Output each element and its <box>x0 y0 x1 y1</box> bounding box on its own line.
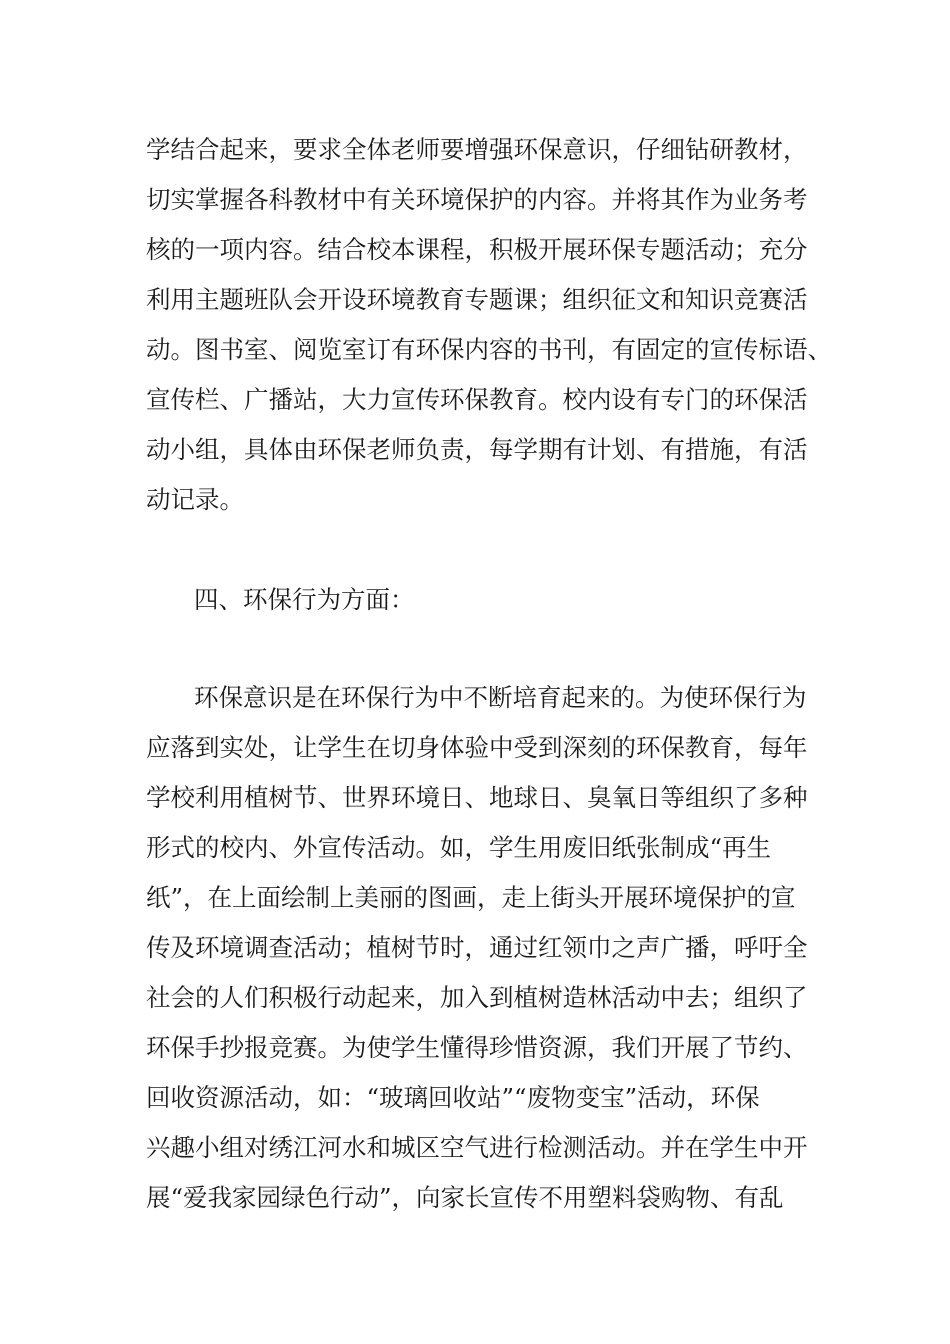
paragraph-2-line-1: 环保意识是在环保行为中不断培育起来的。为使环保行为 <box>194 683 807 712</box>
paragraph-2-line-9: 回收资源活动，如：“玻璃回收站”“废物变宝”活动，环保 <box>146 1083 760 1112</box>
paragraph-1-line-7: 动小组，具体由环保老师负责，每学期有计划、有措施，有活 <box>146 435 808 464</box>
paragraph-1-line-8: 动记录。 <box>146 485 244 514</box>
paragraph-2-line-5: 纸”，在上面绘制上美丽的图画，走上街头开展环境保护的宣 <box>146 883 796 912</box>
paragraph-2-line-8: 环保手抄报竞赛。为使学生懂得珍惜资源，我们开展了节约、 <box>146 1033 808 1062</box>
paragraph-2-line-10: 兴趣小组对绣江河水和城区空气进行检测活动。并在学生中开 <box>146 1133 808 1162</box>
paragraph-2-line-3: 学校利用植树节、世界环境日、地球日、臭氧日等组织了多种 <box>146 783 808 812</box>
paragraph-1-line-6: 宣传栏、广播站，大力宣传环保教育。校内设有专门的环保活 <box>146 385 808 414</box>
paragraph-1-line-4: 利用主题班队会开设环境教育专题课；组织征文和知识竞赛活 <box>146 285 808 314</box>
paragraph-1-line-2: 切实掌握各科教材中有关环境保护的内容。并将其作为业务考 <box>146 185 808 214</box>
paragraph-2-line-6: 传及环境调查活动；植树节时，通过红领巾之声广播，呼吁全 <box>146 933 808 962</box>
paragraph-2-line-4: 形式的校内、外宣传活动。如，学生用废旧纸张制成“再生 <box>146 833 772 862</box>
paragraph-1-line-3: 核的一项内容。结合校本课程，积极开展环保专题活动；充分 <box>146 235 808 264</box>
paragraph-1-line-1: 学结合起来，要求全体老师要增强环保意识，仔细钻研教材， <box>146 135 808 164</box>
section-heading: 四、环保行为方面： <box>194 585 415 614</box>
paragraph-2-line-2: 应落到实处，让学生在切身体验中受到深刻的环保教育，每年 <box>146 733 808 762</box>
paragraph-2-line-7: 社会的人们积极行动起来，加入到植树造林活动中去；组织了 <box>146 983 808 1012</box>
paragraph-2-line-11: 展“爱我家园绿色行动”，向家长宣传不用塑料袋购物、有乱 <box>146 1183 784 1212</box>
paragraph-1-line-5: 动。图书室、阅览室订有环保内容的书刊，有固定的宣传标语、 <box>146 335 832 364</box>
